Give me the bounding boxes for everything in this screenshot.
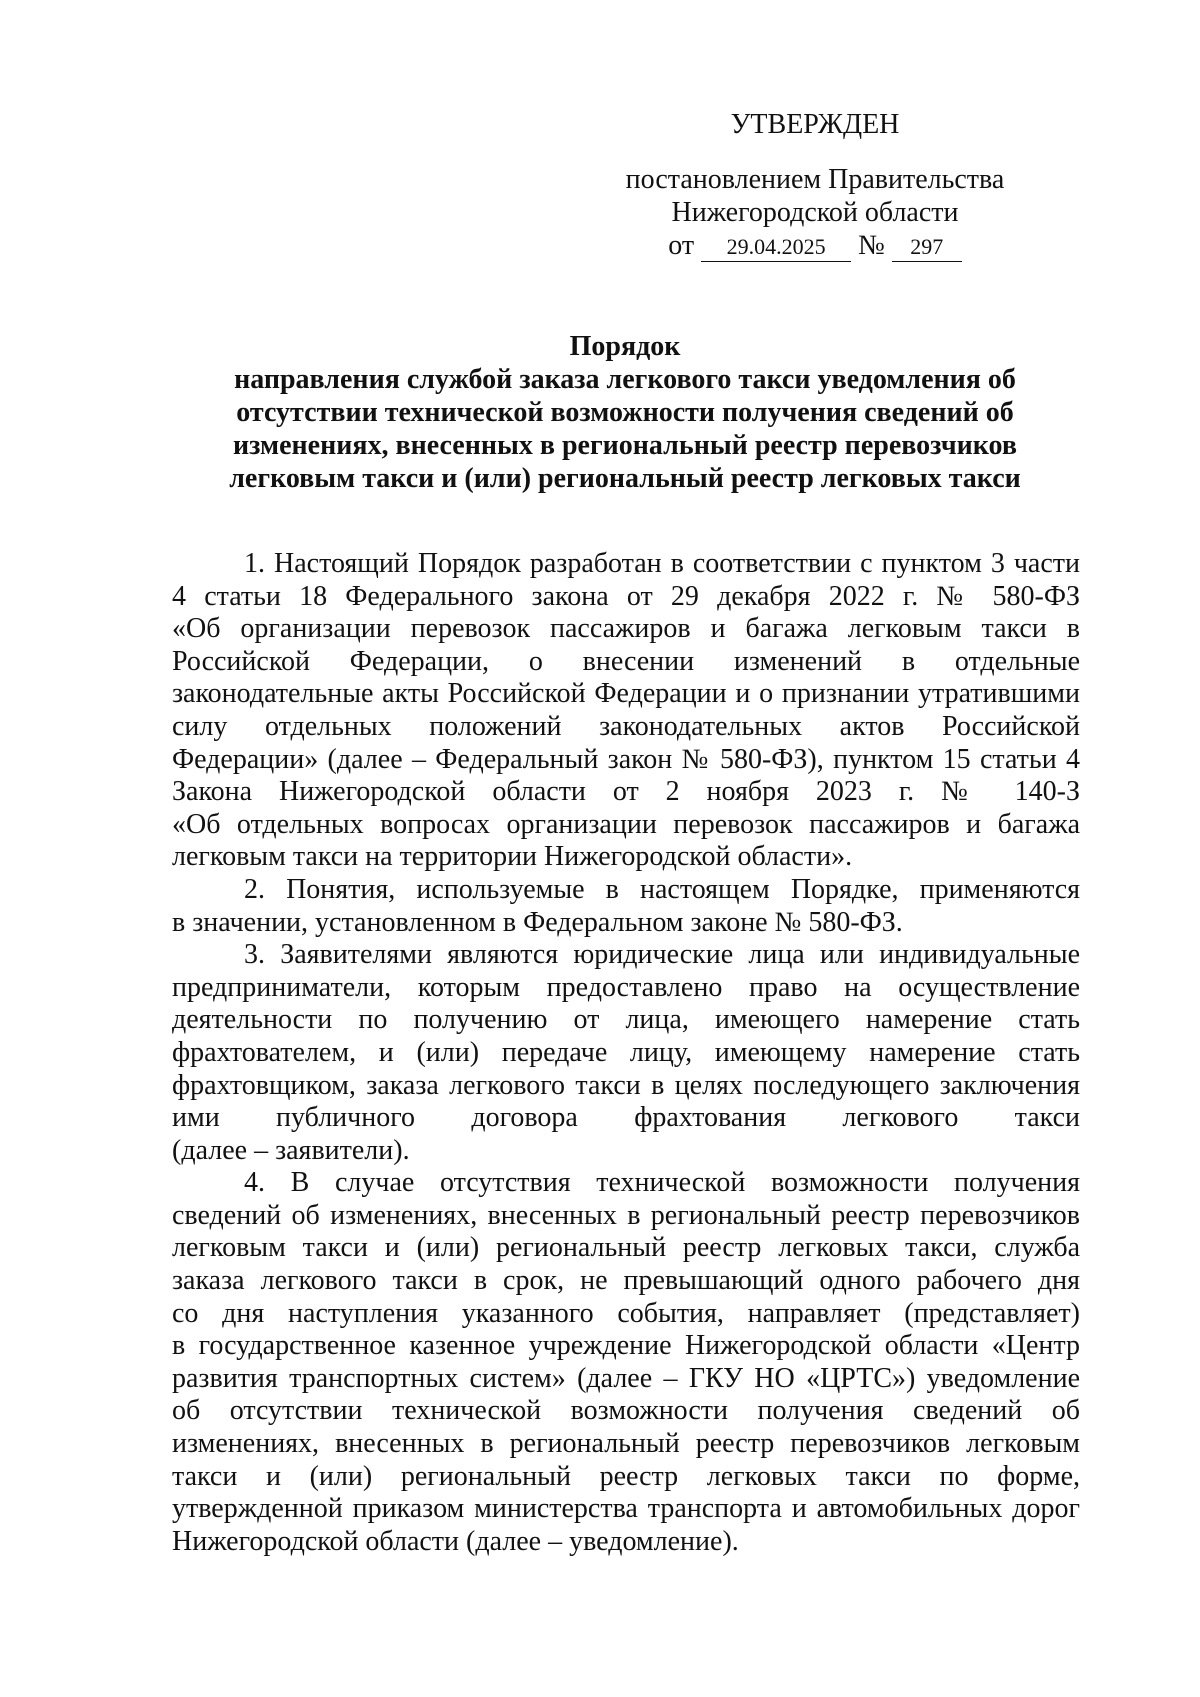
approval-line-2: Нижегородской области	[671, 197, 959, 228]
paragraph-line: (далее – заявители).	[172, 1134, 410, 1166]
document-title	[170, 330, 1080, 495]
approval-stamp	[610, 108, 1020, 262]
paragraph-line: фрахтовщиком, заказа легкового такси в целях последующего заключения	[172, 1069, 1080, 1101]
paragraph-line: изменениях, внесенных в региональный реестр перевозчиков легковым	[172, 1428, 1080, 1460]
paragraph-line: сведений об изменениях, внесенных в региональный реестр перевозчиков	[172, 1199, 1080, 1231]
paragraph-1	[172, 548, 1080, 874]
paragraph-line: законодательные акты Российской Федерации и о признании утратившими	[172, 678, 1080, 710]
paragraph-line: развития транспортных систем» (далее – ГКУ НО «ЦРТС») уведомление	[172, 1362, 1080, 1394]
paragraph-line: «Об отдельных вопросах организации перевозок пассажиров и багажа	[172, 808, 1080, 840]
paragraph-4	[172, 1167, 1080, 1558]
paragraph-line: 1. Настоящий Порядок разработан в соответствии с пунктом 3 части	[244, 548, 1080, 579]
paragraph-line: Российской Федерации, о внесении изменений в отдельные	[172, 645, 1080, 677]
date-value: 29.04.2025	[701, 233, 851, 262]
paragraph-2	[172, 874, 1080, 939]
approval-date-line	[610, 229, 1020, 262]
number-value: 297	[892, 233, 962, 262]
paragraph-line: предприниматели, которым предоставлено право на осуществление	[172, 971, 1080, 1003]
document-body	[172, 548, 1080, 1558]
number-sign: №	[858, 230, 885, 261]
paragraph-line: Нижегородской области (далее – уведомление).	[172, 1525, 739, 1557]
approved-label: УТВЕРЖДЕН	[730, 109, 900, 140]
paragraph-line: 3. Заявителями являются юридические лица или индивидуальные	[244, 939, 1080, 971]
paragraph-line: 4. В случае отсутствия технической возможности получения	[244, 1167, 1080, 1199]
paragraph-line: фрахтователем, и (или) передаче лицу, имеющему намерение стать	[172, 1036, 1080, 1068]
paragraph-line: со дня наступления указанного события, направляет (представляет)	[172, 1297, 1080, 1329]
title-line: отсутствии технической возможности получения сведений об	[236, 397, 1014, 428]
paragraph-line: об отсутствии технической возможности получения сведений об	[172, 1395, 1080, 1427]
paragraph-line: заказа легкового такси в срок, не превышающий одного рабочего дня	[172, 1265, 1080, 1297]
title-line: направления службой заказа легкового такси уведомления об	[234, 364, 1016, 395]
paragraph-line: Федерации» (далее – Федеральный закон № 580-ФЗ), пунктом 15 статьи 4	[172, 743, 1080, 775]
paragraph-line: силу отдельных положений законодательных актов Российской	[172, 710, 1080, 742]
paragraph-3	[172, 939, 1080, 1167]
date-prefix: от	[668, 230, 695, 261]
paragraph-line: в государственное казенное учреждение Нижегородской области «Центр	[172, 1330, 1080, 1362]
paragraph-line: легковым такси на территории Нижегородской области».	[172, 841, 853, 873]
title-heading: Порядок	[569, 331, 681, 362]
paragraph-line: утвержденной приказом министерства транспорта и автомобильных дорог	[172, 1493, 1080, 1525]
title-line: изменениях, внесенных в региональный реестр перевозчиков	[233, 430, 1017, 461]
paragraph-line: такси и (или) региональный реестр легковых такси по форме,	[172, 1460, 1080, 1492]
title-line: легковым такси и (или) региональный реестр легковых такси	[229, 463, 1021, 494]
paragraph-line: в значении, установленном в Федеральном законе № 580-ФЗ.	[172, 906, 903, 938]
paragraph-line: ими публичного договора фрахтования легкового такси	[172, 1102, 1080, 1134]
paragraph-line: Закона Нижегородской области от 2 ноября 2023 г. № 140-З	[172, 776, 1080, 808]
paragraph-line: 2. Понятия, используемые в настоящем Порядке, применяются	[244, 873, 1080, 905]
paragraph-line: 4 статьи 18 Федерального закона от 29 декабря 2022 г. № 580-ФЗ	[172, 580, 1080, 612]
paragraph-line: «Об организации перевозок пассажиров и багажа легковым такси в	[172, 613, 1080, 645]
paragraph-line: легковым такси и (или) региональный реестр легковых такси, служба	[172, 1232, 1080, 1264]
approval-line-1: постановлением Правительства	[625, 164, 1005, 195]
paragraph-line: деятельности по получению от лица, имеющего намерение стать	[172, 1004, 1080, 1036]
